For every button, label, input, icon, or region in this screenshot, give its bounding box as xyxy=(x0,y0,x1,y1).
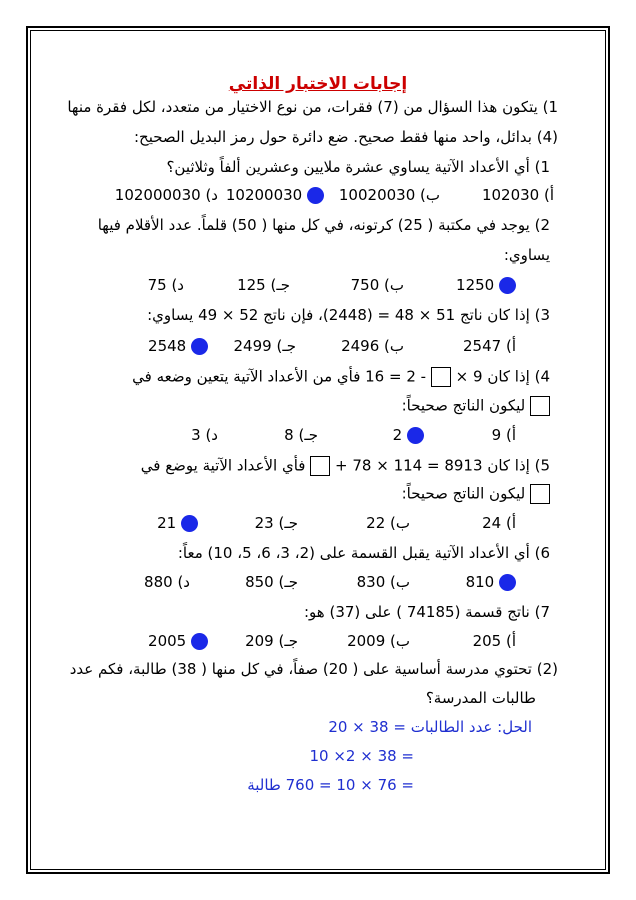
q4-text-2-label: ليكون الناتج صحيحاً: xyxy=(401,396,526,415)
page-title: إجابات الاختبار الذاتي xyxy=(228,74,408,94)
q2-option-a-label: 1250 xyxy=(456,276,495,294)
q7-option-d-label: 2005 xyxy=(148,632,187,650)
intro-line-2: (4) بدائل، واحد منها فقط صحيح. ضع دائرة حول رمز البديل الصحيح: xyxy=(133,128,558,146)
q3-text: 3) إذا كان ناتج 51 × 48 = (2448)، فإن ناتج 52 × 49 يساوي: xyxy=(147,306,550,324)
q4-text-a: 4) إذا كان xyxy=(487,367,550,386)
q3-option-b: ب) 2496 xyxy=(341,337,404,355)
q1-text: 1) أي الأعداد الآتية يساوي عشرة ملايين وعشرين ألفاً وثلاثين؟ xyxy=(166,158,550,176)
q7-option-b: ب) 2009 xyxy=(347,632,410,650)
q4-text-c: - 2 = 16 فأي من الأعداد الآتية يتعين وضعه في xyxy=(132,367,427,386)
q1-option-c-correct xyxy=(226,186,324,204)
q2-text-2: يساوي: xyxy=(503,246,550,264)
q6-option-b: ب) 830 xyxy=(356,573,410,591)
q5-text-a: 5) إذا كان xyxy=(487,456,550,475)
page-border-inner xyxy=(30,30,606,870)
q7-option-c: جـ) 209 xyxy=(245,632,298,650)
q4-option-d: د) 3 xyxy=(191,426,218,444)
answer-box xyxy=(530,396,550,416)
problem2-text-2: طالبات المدرسة؟ xyxy=(425,689,536,707)
q1-option-b: ب) 10020030 xyxy=(338,186,440,204)
q5-text-2 xyxy=(402,484,550,504)
q2-option-c: جـ) 125 xyxy=(237,276,290,294)
q7-text: 7) ناتج قسمة (74185 ) على (37) هو: xyxy=(303,603,550,621)
correct-answer-dot-icon xyxy=(191,633,208,650)
q2-option-d: د) 75 xyxy=(147,276,184,294)
correct-answer-dot-icon xyxy=(407,427,424,444)
q4-text-2 xyxy=(402,396,550,416)
q4-text-b: 9 × xyxy=(455,367,483,386)
correct-answer-dot-icon xyxy=(499,574,516,591)
q4-option-a: أ) 9 xyxy=(491,426,516,444)
q2-text-1: 2) يوجد في مكتبة ( 25) كرتونه، في كل منها ( 50) قلماً. عدد الأقلام فيها xyxy=(97,216,550,234)
q5-option-d-label: 21 xyxy=(157,514,177,532)
q6-option-c: جـ) 850 xyxy=(245,573,298,591)
q3-option-c: جـ) 2499 xyxy=(233,337,296,355)
q5-text-1 xyxy=(141,456,550,476)
q5-option-d-correct xyxy=(157,514,198,532)
answer-box xyxy=(310,456,330,476)
q3-option-d-correct xyxy=(148,337,208,355)
q3-option-a: أ) 2547 xyxy=(463,337,516,355)
answer-box xyxy=(530,484,550,504)
q4-option-b-correct xyxy=(393,426,424,444)
solution-line-1: الحل: عدد الطالبات = 38 × 20 xyxy=(328,718,532,736)
q7-option-a: أ) 205 xyxy=(472,632,516,650)
q1-option-c-label: 10200030 xyxy=(225,186,303,204)
q6-text: 6) أي الأعداد الآتية يقبل القسمة على (2، 3، 6، 5، 10) معاً: xyxy=(177,544,550,562)
correct-answer-dot-icon xyxy=(499,277,516,294)
intro-line-1: 1) يتكون هذا السؤال من (7) فقرات، من نوع الاختيار من متعدد، لكل فقرة منها xyxy=(67,98,558,116)
q2-option-a-correct xyxy=(456,276,516,294)
q5-option-b: ب) 22 xyxy=(366,514,410,532)
q5-option-c: جـ) 23 xyxy=(254,514,298,532)
correct-answer-dot-icon xyxy=(181,515,198,532)
q4-option-c: جـ) 8 xyxy=(284,426,318,444)
q3-option-d-label: 2548 xyxy=(148,337,187,355)
q5-text-b: 8913 = 114 × 78 + xyxy=(335,456,483,475)
q5-option-a: أ) 24 xyxy=(482,514,516,532)
q4-text-1 xyxy=(132,367,550,387)
problem2-text-1: (2) تحتوي مدرسة أساسية على ( 20) صفاً، في كل منها ( 38) طالبة، فكم عدد xyxy=(69,660,558,678)
q1-option-a: أ) 102030 xyxy=(481,186,554,204)
q4-option-b-label: 2 xyxy=(392,426,403,444)
q2-option-b: ب) 750 xyxy=(350,276,404,294)
q6-option-a-label: 810 xyxy=(465,573,495,591)
q5-text-c: فأي الأعداد الآتية يوضع في xyxy=(140,456,306,475)
q5-text-2-label: ليكون الناتج صحيحاً: xyxy=(401,484,526,503)
solution-line-3: = 76 × 10 = 760 طالبة xyxy=(247,776,414,794)
solution-line-2: = 38 × 2× 10 xyxy=(309,747,414,765)
q1-option-d: د) 102000030 xyxy=(114,186,218,204)
answer-box xyxy=(431,367,451,387)
q6-option-d: د) 880 xyxy=(144,573,190,591)
q7-option-d-correct xyxy=(148,632,208,650)
q6-option-a-correct xyxy=(466,573,516,591)
correct-answer-dot-icon xyxy=(191,338,208,355)
correct-answer-dot-icon xyxy=(307,187,324,204)
